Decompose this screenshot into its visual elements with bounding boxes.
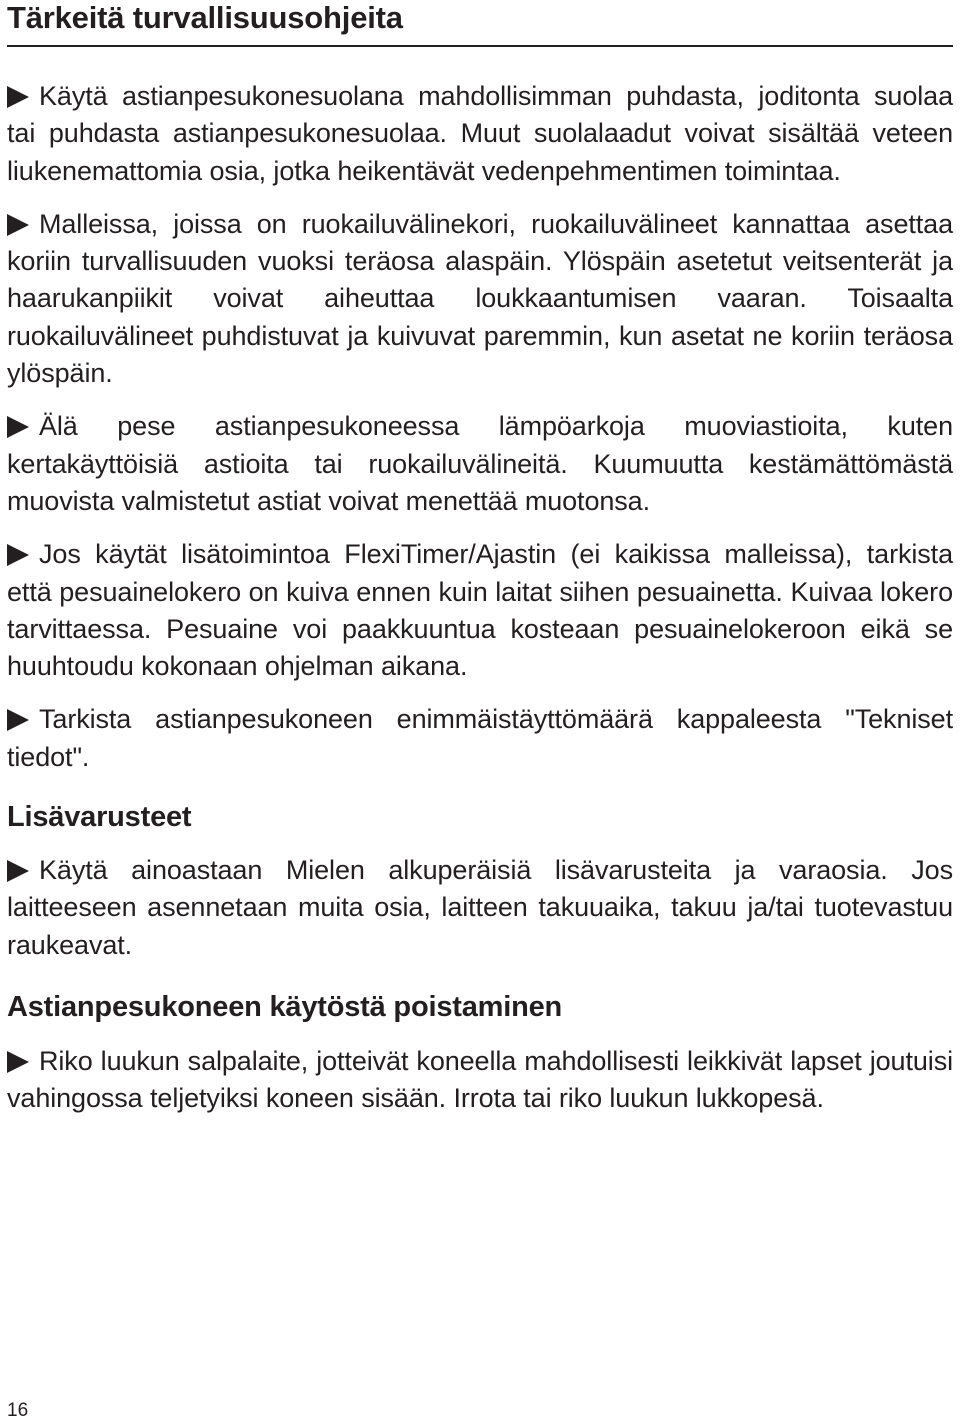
title-divider [7,45,953,47]
document-page [7,0,953,1118]
triangle-bullet-icon [7,860,29,882]
accessories-item-1 [7,852,953,964]
decommission-heading: Astianpesukoneen käytöstä poistaminen [7,990,563,1023]
page-title: Tärkeitä turvallisuusohjeita [7,0,403,35]
triangle-bullet-icon [7,1051,29,1073]
safety-item-1 [7,78,953,190]
decommission-item-1-text: Riko luukun salpalaite, jotteivät koneella mahdollisesti leikkivät lapset joutuisi vahingossa teljetyiksi koneen sisään. Irrota tai riko luukun lukkopesä. [7,1045,953,1114]
triangle-bullet-icon [7,709,29,731]
safety-item-5 [7,701,953,776]
safety-item-4 [7,536,953,685]
safety-item-3 [7,408,953,520]
safety-item-3-text: Älä pese astianpesukoneessa lämpöarkoja muoviastioita, kuten kertakäyttöisiä astioita tai ruokailuvälineitä. Kuumuutta kestämättömästä muovista valmistetut astiat voivat menettää muotonsa. [7,411,953,516]
accessories-item-1-text: Käytä ainoastaan Mielen alkuperäisiä lisävarusteita ja varaosia. Jos laitteeseen asennetaan muita osia, laitteen takuuaika, takuu ja/tai tuotevastuu raukeavat. [7,855,953,960]
safety-item-5-text: Tarkista astianpesukoneen enimmäistäyttömäärä kappaleesta "Tekniset tiedot". [7,704,953,772]
safety-item-4-text: Jos käytät lisätoimintoa FlexiTimer/Ajastin (ei kaikissa malleissa), tarkista että pesuainelokero on kuiva ennen kuin laitat siihen pesuainetta. Kuivaa lokero tarvittaessa. Pesuaine voi paakkuuntua kosteaan pesuainelokeroon eikä se huuhtoudu kokonaan ohjelman aikana. [7,539,953,682]
safety-item-1-text: Käytä astianpesukonesuolana mahdollisimman puhdasta, joditonta suolaa tai puhdasta astianpesukonesuolaa. Muut suolalaadut voivat sisältää veteen liukenemattomia osia, jotka heikentävät vedenpehmentimen toimintaa. [7,81,953,186]
triangle-bullet-icon [7,86,29,108]
safety-item-2 [7,206,953,392]
safety-item-2-text: Malleissa, joissa on ruokailuvälinekori, ruokailuvälineet kannattaa asettaa koriin turvallisuuden vuoksi teräosa alaspäin. Ylöspäin asetetut veitsenterät ja haarukanpiikit voivat aiheuttaa loukkaantumisen vaaran. Toisaalta ruokailuvälineet puhdistuvat ja kuivuvat paremmin, kun asetat ne koriin teräosa ylöspäin. [7,208,953,389]
triangle-bullet-icon [7,544,29,566]
decommission-item-1 [7,1043,953,1118]
page-number: 16 [7,1400,29,1421]
accessories-heading: Lisävarusteet [7,801,192,834]
triangle-bullet-icon [7,416,29,438]
triangle-bullet-icon [7,214,29,236]
